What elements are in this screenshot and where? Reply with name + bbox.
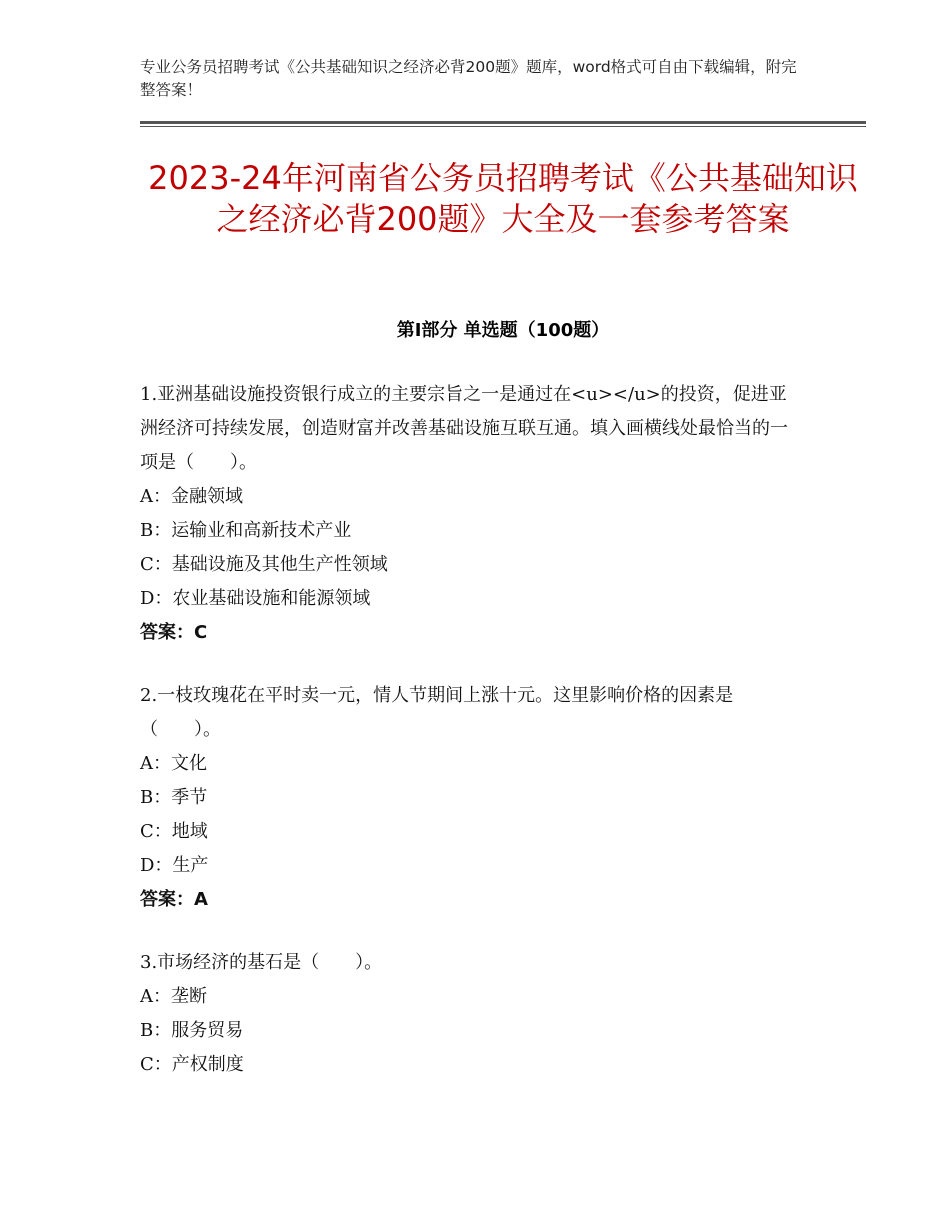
section-title: 第Ⅰ部分 单选题（100题）: [396, 320, 610, 341]
question-stem: 2.一枝玫瑰花在平时卖一元，情人节期间上涨十元。这里影响价格的因素是（ ）。: [140, 685, 734, 740]
option-b: B：服务贸易: [140, 1020, 244, 1041]
option-a: A：金融领域: [140, 486, 243, 507]
question-1: [140, 378, 800, 650]
option-b: B：季节: [140, 787, 208, 808]
option-a: A：垄断: [140, 986, 207, 1007]
question-list: [140, 378, 800, 1111]
option-b: B：运输业和高新技术产业: [140, 520, 352, 541]
document-title: 2023-24年河南省公务员招聘考试《公共基础知识之经济必背200题》大全及一套参考答案: [148, 159, 858, 238]
question-2: [140, 679, 800, 917]
question-3: [140, 946, 800, 1082]
header-note: 专业公务员招聘考试《公共基础知识之经济必背200题》题库，word格式可自由下载编辑，附完整答案！: [140, 58, 797, 99]
header-divider-thick: [140, 121, 866, 124]
option-a: A：文化: [140, 753, 207, 774]
question-stem: 1.亚洲基础设施投资银行成立的主要宗旨之一是通过在<u></u>的投资，促进亚洲经济可持续发展，创造财富并改善基础设施互联互通。填入画横线处最恰当的一项是（ ）。: [140, 384, 788, 473]
option-c: C：基础设施及其他生产性领域: [140, 554, 388, 575]
option-c: C：地域: [140, 821, 208, 842]
answer-label: 答案：A: [140, 889, 208, 910]
option-c: C：产权制度: [140, 1054, 244, 1075]
question-stem: 3.市场经济的基石是（ ）。: [140, 952, 383, 973]
option-d: D：农业基础设施和能源领域: [140, 588, 371, 609]
header-divider-thin: [140, 126, 866, 127]
answer-label: 答案：C: [140, 622, 208, 643]
option-d: D：生产: [140, 855, 209, 876]
